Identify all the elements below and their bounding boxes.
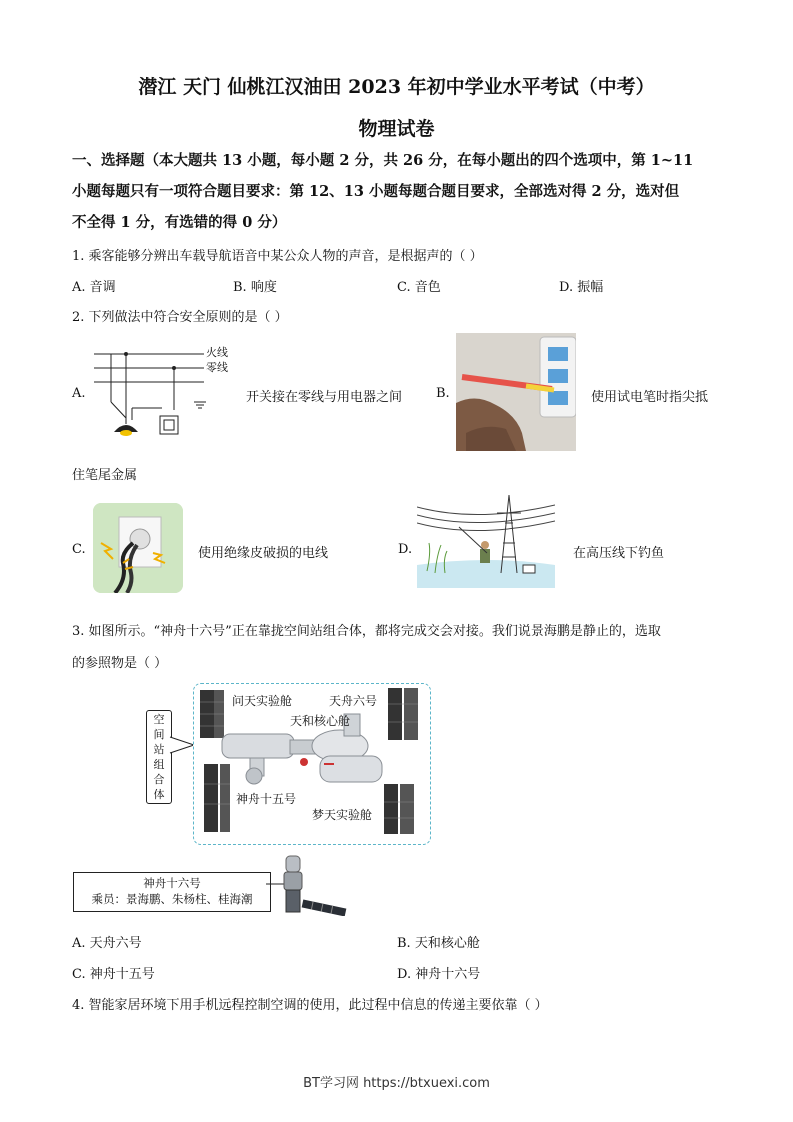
station-char: 站 [153,743,165,756]
station-char: 体 [153,788,165,801]
label-wentian: 问天实验舱 [232,694,293,708]
q2-option-d-letter[interactable]: D. [398,542,413,557]
zero-wire-label: 零线 [206,361,228,374]
station-label-box [146,710,172,804]
shenzhou16-label-box [73,872,271,912]
exam-subtitle: 物理试卷 [358,118,435,140]
section-heading-line2: 小题每题只有一项符合题目要求：第 12、13 小题每题合题目要求，全部选对得 2 分，选对但 [72,183,680,200]
footer-watermark[interactable]: BT学习网 https://btxuexi.com [303,1076,490,1091]
q2-option-d-text: 在高压线下钓鱼 [573,546,665,561]
question-4-stem: 4. 智能家居环境下用手机远程控制空调的使用，此过程中信息的传递主要依靠（ ） [72,998,548,1013]
label-shenzhou15: 神舟十五号 [236,792,297,806]
fire-wire-label: 火线 [206,346,228,359]
q2-option-b-letter[interactable]: B. [436,386,450,401]
label-tianhe: 天和核心舱 [290,714,351,728]
circuit-diagram-figure [86,340,236,444]
q2-option-a-text: 开关接在零线与用电器之间 [246,390,403,405]
q3-option-b[interactable]: B. 天和核心舱 [397,936,480,951]
question-2-stem: 2. 下列做法中符合安全原则的是（ ） [72,310,288,325]
q2-option-c-letter[interactable]: C. [72,542,86,557]
label-mengtian: 梦天实验舱 [312,808,373,822]
q3-option-a[interactable]: A. 天舟六号 [72,936,142,951]
question-3-stem-line1: 3. 如图所示。“神舟十六号”正在靠拢空间站组合体，都将完成交会对接。我们说景海鹏是静止的，选取 [72,624,661,639]
q1-option-c[interactable]: C. 音色 [397,280,441,295]
q1-option-d[interactable]: D. 振幅 [559,280,604,295]
q2-option-c-text: 使用绝缘皮破损的电线 [198,546,329,561]
q3-option-c[interactable]: C. 神舟十五号 [72,967,155,982]
section-heading-line3: 不全得 1 分，有选错的得 0 分） [72,214,287,231]
q1-option-a[interactable]: A. 音调 [72,280,116,295]
station-char: 间 [153,728,165,741]
test-pen-photo [456,333,576,451]
q2-option-b-text: 使用试电笔时指尖抵 [591,390,709,405]
q2-option-b-text-cont: 住笔尾金属 [72,468,138,483]
space-station-figure [193,683,431,845]
station-char: 空 [153,713,165,726]
q1-option-b[interactable]: B. 响度 [233,280,277,295]
shenzhou16-spacecraft-image [266,854,348,916]
exam-title: 潜江 天门 仙桃江汉油田 2023 年初中学业水平考试（中考） [138,76,655,98]
fishing-under-power-line-image [417,493,555,588]
q2-option-a-letter[interactable]: A. [72,386,86,401]
section-heading-line1: 一、选择题（本大题共 13 小题，每小题 2 分，共 26 分，在每小题出的四个选项中，第 1~11 [72,152,694,169]
question-1-stem: 1. 乘客能够分辨出车载导航语音中某公众人物的声音，是根据声的（ ） [72,249,483,264]
callout-pointer [168,735,196,755]
shenzhou16-crew: 乘员：景海鹏、朱杨柱、桂海潮 [91,892,253,906]
broken-wire-socket-image [93,503,183,593]
shenzhou16-title: 神舟十六号 [143,876,201,890]
label-tianzhou6: 天舟六号 [329,694,378,708]
question-3-stem-line2: 的参照物是（ ） [72,656,168,671]
q3-option-d[interactable]: D. 神舟十六号 [397,967,481,982]
station-char: 合 [153,773,165,786]
station-char: 组 [153,758,165,771]
